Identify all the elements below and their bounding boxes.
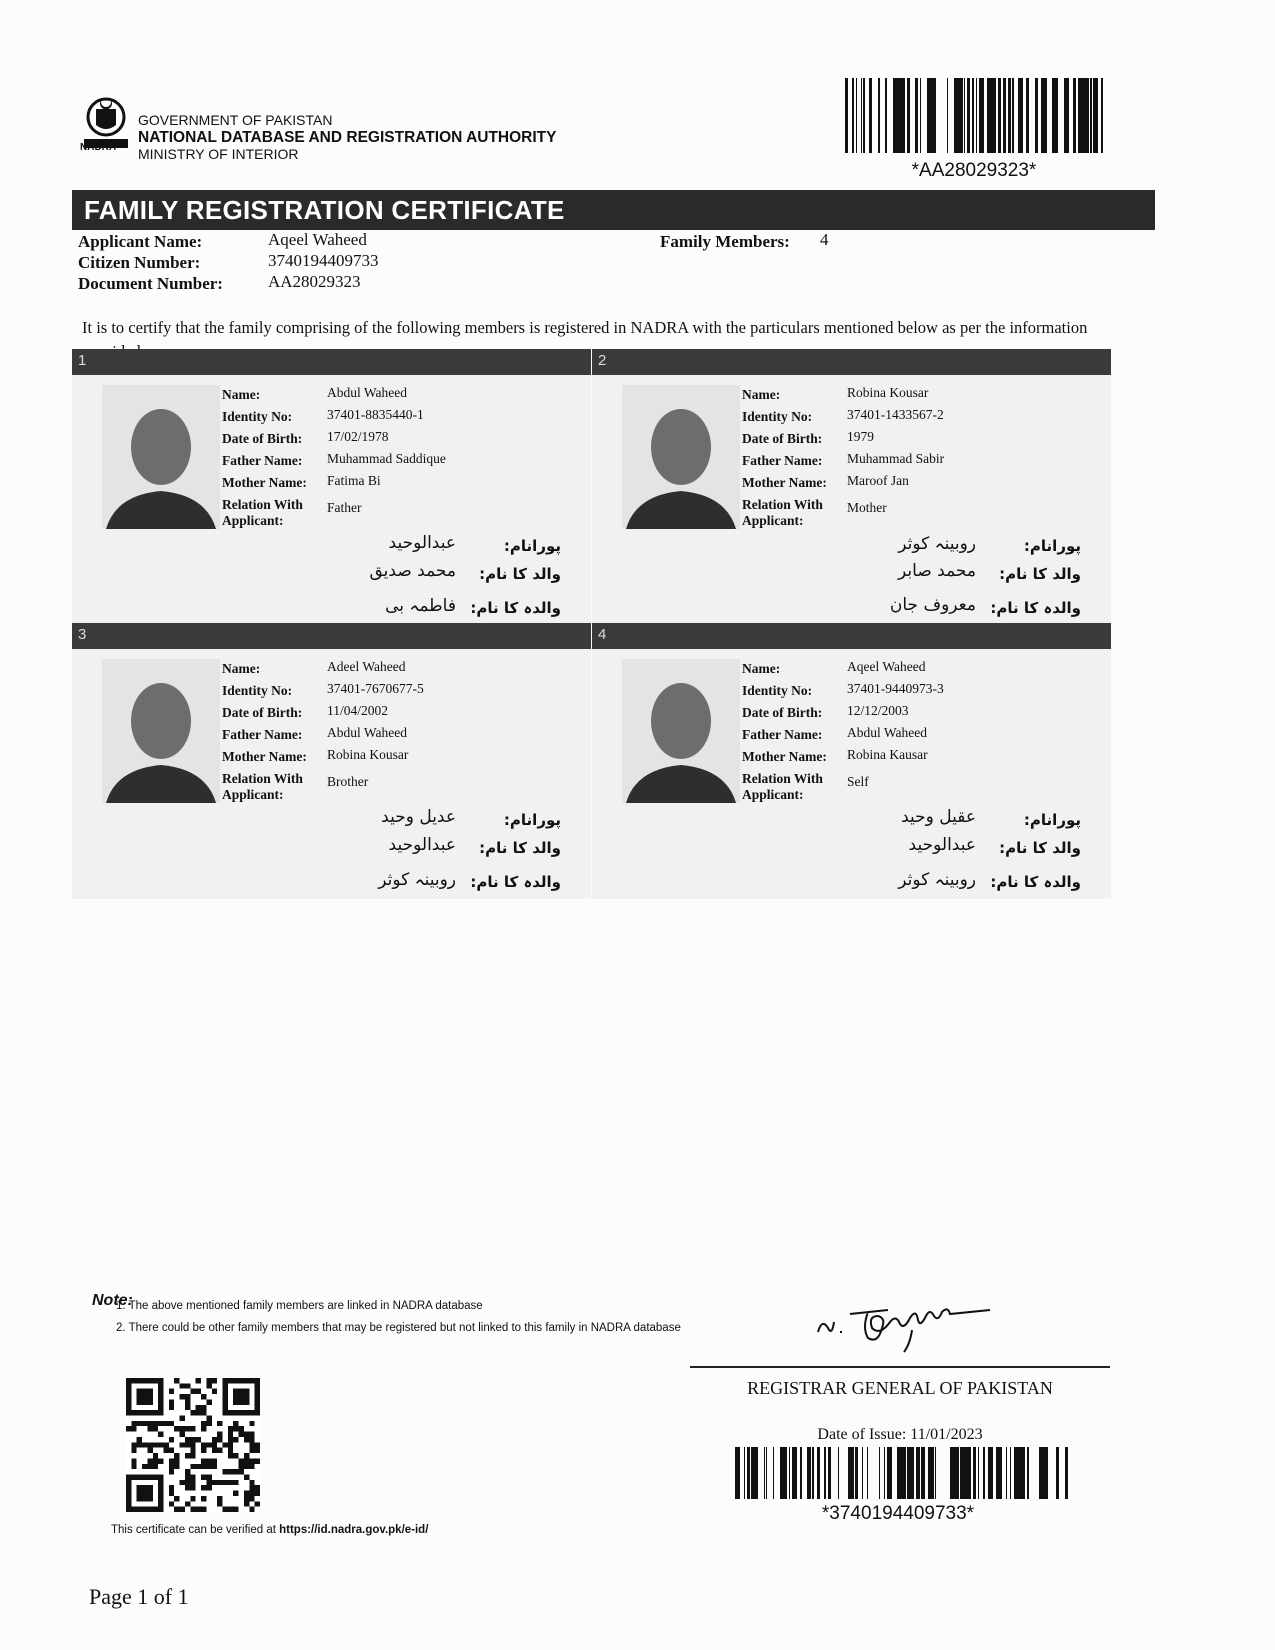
member-card-header [592,623,1111,649]
member-photo [622,385,740,529]
member-relation-row [742,497,1102,531]
member-date-of-birth-row [742,705,1102,727]
urdu-full-name: عدیل وحید [381,807,456,827]
verification-prefix: This certificate can be verified at [111,1524,280,1536]
member-name-row [742,387,1102,409]
member-fields [742,661,1102,805]
member-relation-row [222,771,582,805]
verification-qr-code [126,1378,260,1512]
member-date-of-birth: 11/04/2002 [327,703,389,718]
member-identity-no-row [222,683,582,705]
urdu-full-name-label: پورانام: [1023,811,1081,829]
member-card-3 [72,623,591,899]
signature-line [690,1366,1110,1368]
member-mother-name-label: Mother Name: [222,749,307,764]
citizen-barcode-text: *3740194409733* [821,1503,975,1524]
member-photo [102,385,220,529]
urdu-mother-label: والدہ کا نام: [990,599,1081,617]
ministry-line: MINISTRY OF INTERIOR [138,146,299,162]
member-mother-name: Fatima Bi [327,473,381,488]
member-relation: Father [327,500,362,515]
relation-label-line-2: Applicant: [222,787,284,802]
member-father-name-label: Father Name: [742,453,823,468]
member-name-label: Name: [742,661,781,676]
member-number: 4 [598,626,607,643]
member-name-row [222,661,582,683]
member-father-name: Muhammad Saddique [327,451,446,466]
member-mother-name-row [222,749,582,771]
urdu-mother-name: معروف جان [889,595,976,615]
member-father-name: Abdul Waheed [327,725,408,740]
applicant-name: Aqeel Waheed [268,230,367,249]
member-father-name-label: Father Name: [222,453,303,468]
member-name-row [742,661,1102,683]
member-card-header [72,349,591,375]
member-relation: Brother [327,774,369,789]
member-photo [102,659,220,803]
member-date-of-birth-label: Date of Birth: [222,705,303,720]
relation-label-line-1: Relation With [222,497,303,512]
relation-label [222,497,322,529]
member-father-name: Muhammad Sabir [847,451,945,466]
relation-label [742,497,842,529]
member-card-2 [592,349,1111,639]
member-name-label: Name: [222,661,261,676]
gov-line: GOVERNMENT OF PAKISTAN [138,112,333,128]
member-name: Aqeel Waheed [847,659,926,674]
member-number: 2 [598,352,607,369]
member-identity-no-label: Identity No: [222,409,293,424]
member-identity-no-row [742,409,1102,431]
member-number: 1 [78,352,87,369]
member-name: Robina Kousar [847,385,929,400]
member-identity-no: 37401-8835440-1 [327,407,424,422]
urdu-full-name-label: پورانام: [503,537,561,555]
certification-statement: It is to certify that the family comprising of the following members is registered in NADRA with the particulars mentioned below as per the information [82,318,1088,337]
member-fields [742,387,1102,531]
member-father-name-row [742,453,1102,475]
urdu-father-label: والد کا نام: [999,565,1081,583]
relation-label [222,771,322,803]
member-mother-name-label: Mother Name: [742,475,827,490]
member-mother-name-row [742,749,1102,771]
member-identity-no-row [742,683,1102,705]
document-code: *AA28029323* [911,160,1037,181]
member-date-of-birth: 1979 [847,429,874,444]
member-date-of-birth: 12/12/2003 [847,703,909,718]
relation-label-line-2: Applicant: [742,787,804,802]
member-mother-name-label: Mother Name: [742,749,827,764]
note-title: Note: [92,1292,133,1309]
urdu-mother-name: فاطمہ بی [385,596,456,616]
member-father-name-label: Father Name: [222,727,303,742]
member-relation: Mother [847,500,887,515]
urdu-father-label: والد کا نام: [999,839,1081,857]
member-photo [622,659,740,803]
member-date-of-birth-row [222,431,582,453]
member-relation-row [742,771,1102,805]
member-father-name-row [742,727,1102,749]
urdu-full-name-label: پورانام: [1023,537,1081,555]
family-members-label: Family Members: [660,232,790,251]
urdu-full-name: عبدالوحید [388,533,456,553]
member-date-of-birth-label: Date of Birth: [222,431,303,446]
urdu-full-name: روبینہ کوثر [898,534,976,554]
member-father-name-row [222,453,582,475]
member-date-of-birth-row [222,705,582,727]
member-card-4 [592,623,1111,899]
document-number-label: Document Number: [78,274,223,293]
member-identity-no-label: Identity No: [742,683,813,698]
member-fields [222,661,582,805]
date-of-issue: Date of Issue: 11/01/2023 [817,1426,983,1443]
certificate-title: FAMILY REGISTRATION CERTIFICATE [72,190,1155,230]
member-identity-no: 37401-7670677-5 [327,681,424,696]
page-number: Page 1 of 1 [89,1584,189,1609]
member-mother-name-label: Mother Name: [222,475,307,490]
nadra-logo-text: NADRA [80,142,117,153]
urdu-mother-label: والدہ کا نام: [990,873,1081,891]
document-number: AA28029323 [268,272,361,291]
member-date-of-birth-label: Date of Birth: [742,705,823,720]
member-mother-name: Robina Kousar [327,747,409,762]
family-members-count: 4 [820,230,829,249]
member-mother-name: Robina Kausar [847,747,928,762]
member-name-label: Name: [742,387,781,402]
member-identity-no-label: Identity No: [222,683,293,698]
member-mother-name-row [222,475,582,497]
relation-label-line-2: Applicant: [222,513,284,528]
member-card-header [72,623,591,649]
member-fields [222,387,582,531]
urdu-full-name-label: پورانام: [503,811,561,829]
member-name: Adeel Waheed [327,659,406,674]
member-date-of-birth-label: Date of Birth: [742,431,823,446]
member-mother-name: Maroof Jan [847,473,909,488]
member-identity-no-label: Identity No: [742,409,813,424]
member-date-of-birth: 17/02/1978 [327,429,389,444]
citizen-number: 3740194409733 [268,251,379,270]
urdu-father-label: والد کا نام: [479,839,561,857]
urdu-father-name: عبدالوحید [908,835,976,855]
member-card-1 [72,349,591,639]
relation-label-line-1: Relation With [742,771,823,786]
member-name-label: Name: [222,387,261,402]
member-date-of-birth-row [742,431,1102,453]
urdu-full-name: عقیل وحید [901,807,976,827]
document-barcode [845,78,1103,153]
member-mother-name-row [742,475,1102,497]
member-name-row [222,387,582,409]
member-card-header [592,349,1111,375]
member-name: Abdul Waheed [327,385,408,400]
member-father-name-label: Father Name: [742,727,823,742]
relation-label-line-2: Applicant: [742,513,804,528]
verification-note [111,1524,428,1536]
member-identity-no-row [222,409,582,431]
registrar-title: REGISTRAR GENERAL OF PAKISTAN [747,1378,1053,1398]
member-number: 3 [78,626,87,643]
urdu-father-label: والد کا نام: [479,565,561,583]
note-item-2: 2. There could be other family members that may be registered but not linked to this family in NADRA database [116,1322,681,1334]
citizen-number-label: Citizen Number: [78,253,201,272]
relation-label [742,771,842,803]
member-identity-no: 37401-9440973-3 [847,681,944,696]
member-identity-no: 37401-1433567-2 [847,407,944,422]
urdu-father-name: محمد صابر [898,561,976,581]
relation-label-line-1: Relation With [742,497,823,512]
member-father-name-row [222,727,582,749]
urdu-father-name: محمد صدیق [369,561,456,581]
note-item-1: 1. The above mentioned family members are linked in NADRA database [116,1300,483,1312]
registrar-signature [810,1296,1020,1360]
relation-label-line-1: Relation With [222,771,303,786]
member-relation: Self [847,774,869,789]
member-father-name: Abdul Waheed [847,725,928,740]
authority-line: NATIONAL DATABASE AND REGISTRATION AUTHORITY [138,129,557,146]
verification-url[interactable]: https://id.nadra.gov.pk/e-id/ [279,1524,429,1536]
citizen-barcode [728,1447,1068,1499]
member-relation-row [222,497,582,531]
urdu-mother-label: والدہ کا نام: [470,873,561,891]
issuer-block [138,112,557,163]
applicant-name-label: Applicant Name: [78,232,203,251]
urdu-mother-name: روبینہ کوثر [898,870,976,890]
urdu-mother-name: روبینہ کوثر [378,870,456,890]
urdu-mother-label: والدہ کا نام: [470,599,561,617]
urdu-father-name: عبدالوحید [388,835,456,855]
